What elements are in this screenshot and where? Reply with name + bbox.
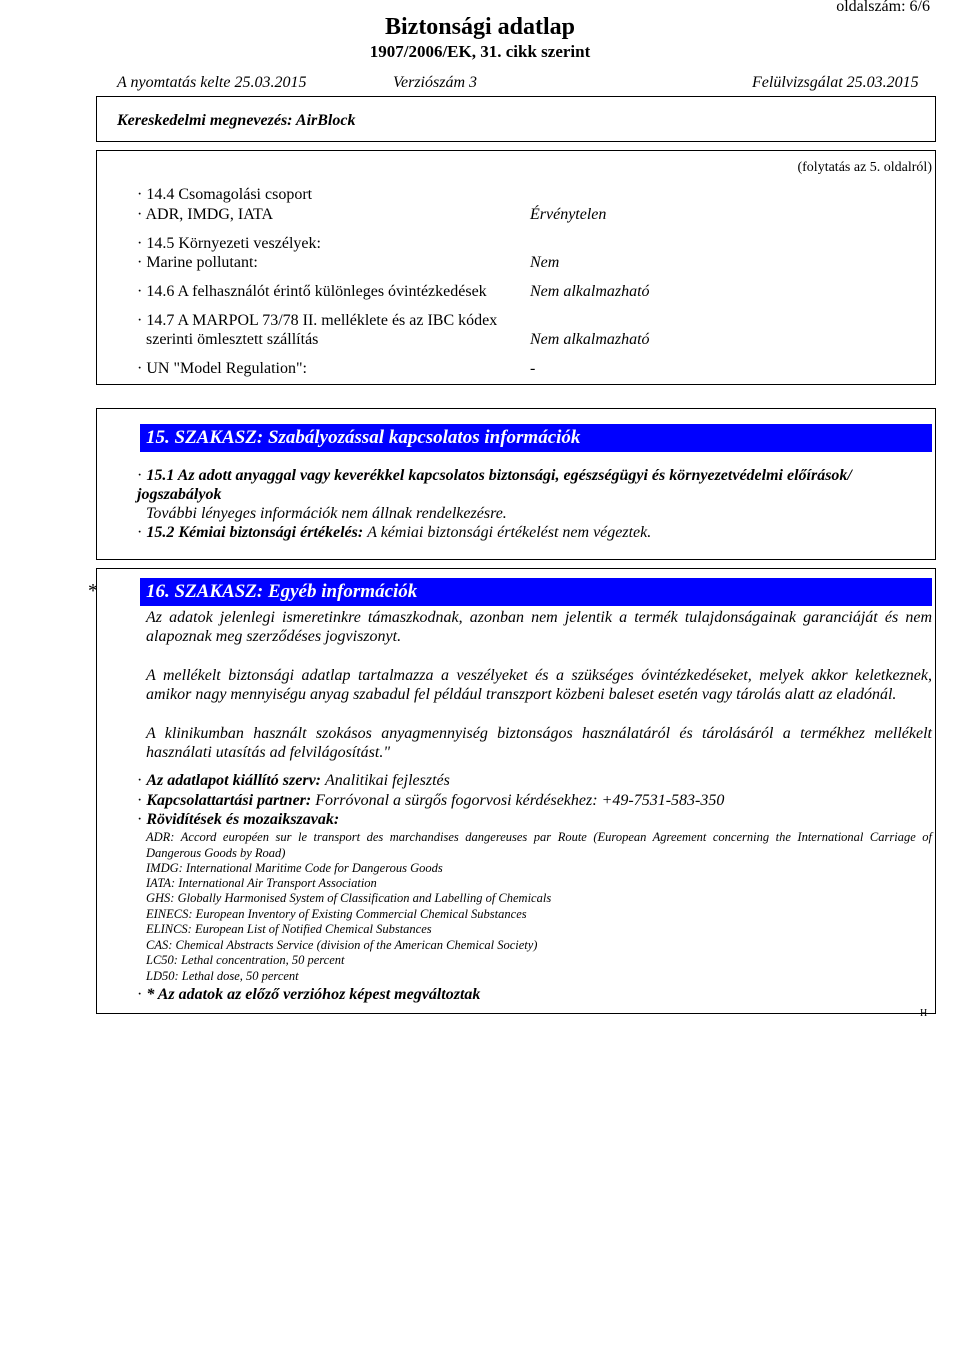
adr-value: Érvénytelen	[530, 206, 607, 223]
clinical-paragraph: A klinikumban használt szokásos anyagmennyiség biztonságos használatáról és tárolásáról a termékhez mellékelt használati utasítás ad felvilágosítást."	[146, 725, 932, 761]
changed-note: * Az adatok az előző verzióhoz képest megváltoztak	[146, 986, 481, 1003]
abbr-item: ADR: Accord européen sur le transport des marchandises dangereuses par Route (European Agreement concerning the International Carriage of Dangerous Goods by Road)	[146, 830, 932, 860]
version-number: Verziószám 3	[393, 74, 478, 91]
document-subtitle: 1907/2006/EK, 31. cikk szerint	[369, 42, 591, 61]
document-title: Biztonsági adatlap	[384, 14, 576, 40]
revision-date: Felülvizsgálat 25.03.2015	[752, 74, 919, 91]
special-precautions-value: Nem alkalmazható	[530, 283, 650, 300]
continued-note: (folytatás az 5. oldalról)	[797, 160, 932, 175]
issuer-value: Analitikai fejlesztés	[325, 772, 450, 789]
special-precautions-label: 14.6 A felhasználót érintő különleges óvintézkedések	[146, 283, 487, 300]
section15-2-title: 15.2 Kémiai biztonsági értékelés:	[146, 524, 364, 541]
un-model-value: -	[530, 360, 536, 377]
section15-1-title: 15.1 Az adott anyaggal vagy keverékkel kapcsolatos biztonsági, egészségügyi és környezetvédelmi előírások/ jogszabályok	[137, 467, 852, 503]
abbr-item: GHS: Globally Harmonised System of Classification and Labelling of Chemicals	[146, 891, 552, 905]
abbr-item: EINECS: European Inventory of Existing Commercial Chemical Substances	[146, 907, 527, 921]
adr-label: ADR, IMDG, IATA	[145, 206, 274, 223]
section15-heading: 15. SZAKASZ: Szabályozással kapcsolatos információk	[140, 424, 932, 452]
page-number: oldalszám: 6/6	[836, 0, 930, 15]
marine-pollutant-value: Nem	[530, 254, 560, 271]
abbr-item: CAS: Chemical Abstracts Service (division of the American Chemical Society)	[146, 938, 538, 952]
abbr-item: IMDG: International Maritime Code for Dangerous Goods	[146, 861, 443, 875]
marpol-value: Nem alkalmazható	[530, 331, 650, 348]
disclaimer-paragraph: Az adatok jelenlegi ismeretinkre támaszkodnak, azonban nem jelentik a termék tulajdonságainak garanciáját és nem alapoznak meg szerződéses jogviszonyt.	[146, 609, 932, 645]
print-date: A nyomtatás kelte 25.03.2015	[117, 74, 307, 91]
abbr-item: LD50: Lethal dose, 50 percent	[146, 969, 299, 983]
marpol-label-1: 14.7 A MARPOL 73/78 II. melléklete és az IBC kódex	[146, 312, 498, 329]
packing-group-label: 14.4 Csomagolási csoport	[146, 186, 313, 203]
changed-marker: *	[88, 580, 98, 602]
abbr-item: IATA: International Air Transport Association	[146, 876, 377, 890]
un-model-label: UN "Model Regulation":	[146, 360, 307, 377]
contact-label: Kapcsolattartási partner:	[146, 792, 312, 809]
marine-pollutant-label: Marine pollutant:	[146, 254, 258, 271]
abbr-item: ELINCS: European List of Notified Chemical Substances	[146, 922, 432, 936]
hazards-paragraph: A mellékelt biztonsági adatlap tartalmazza a veszélyeket és a szükséges óvintézkedéseket, melyek akkor keletkeznek, amikor nagy mennyiségu anyag szabadul fel például transzport közbeni baleset esetén vagy tárolás alatt az eladónál.	[146, 667, 932, 703]
abbreviations-label: Rövidítések és mozaikszavak:	[146, 811, 340, 828]
trade-name: Kereskedelmi megnevezés: AirBlock	[117, 112, 356, 129]
contact-value: Forróvonal a sürgős fogorvosi kérdésekhez: +49-7531-583-350	[315, 792, 725, 809]
h-marker: H	[920, 1008, 928, 1019]
section15-2-text: A kémiai biztonsági értékelést nem végeztek.	[367, 524, 652, 541]
marpol-label-2: szerinti ömlesztett szállítás	[146, 331, 319, 348]
section15-1-text: További lényeges információk nem állnak rendelkezésre.	[146, 505, 507, 522]
env-hazards-label: 14.5 Környezeti veszélyek:	[146, 235, 321, 252]
section16-heading: 16. SZAKASZ: Egyéb információk	[140, 578, 932, 606]
issuer-label: Az adatlapot kiállító szerv:	[146, 772, 321, 789]
trade-name-box	[96, 96, 936, 142]
abbr-item: LC50: Lethal concentration, 50 percent	[146, 953, 345, 967]
